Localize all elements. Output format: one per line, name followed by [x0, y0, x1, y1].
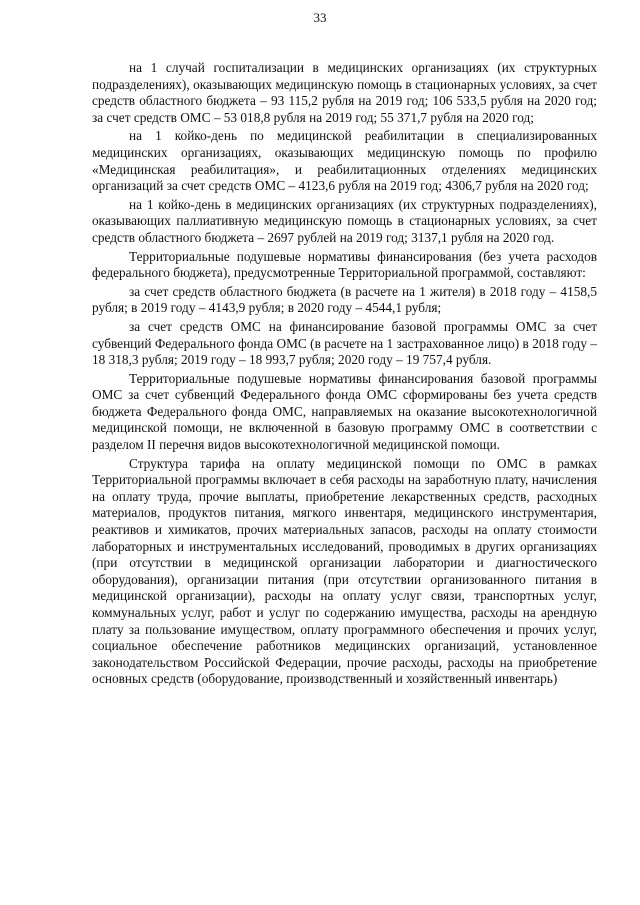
page-number: 33 [313, 10, 327, 25]
paragraph-oms-per-capita: за счет средств ОМС на финансирование базовой программы ОМС за счет субвенций Федерального фонда ОМС (в расчете на 1 застрахованное лицо) в 2018 году – 18 318,3 рубля; 2019 году – 18 993,7 рубля; 2020 году – 19 757,4 рубля. [92, 318, 597, 368]
document-body [92, 60, 597, 690]
paragraph-regional-budget-per-capita: за счет средств областного бюджета (в расчете на 1 жителя) в 2018 году – 4158,5 рубля; в 2019 году – 4143,9 рубля; в 2020 году – 4544,1 рубля; [92, 283, 597, 316]
paragraph-rehabilitation-norms: на 1 койко-день по медицинской реабилитации в специализированных медицинских организациях, оказывающих медицинскую помощь по профилю «Медицинская реабилитация», и реабилитационных отделениях медицинских организаций за счет средств ОМС – 4123,6 рубля на 2019 год; 4306,7 рубля на 2020 год; [92, 128, 597, 194]
paragraph-oms-formation: Территориальные подушевые нормативы финансирования базовой программы ОМС за счет субвенций Федерального фонда ОМС сформированы без учета средств бюджета Федерального фонда ОМС, направляемых на оказание высокотехнологичной медицинской помощи, не включенной в базовую программу ОМС в соответствии с разделом II перечня видов высокотехнологичной медицинской помощи. [92, 370, 597, 453]
paragraph-tariff-structure: Структура тарифа на оплату медицинской помощи по ОМС в рамках Территориальной программы включает в себя расходы на заработную плату, начисления на оплату труда, прочие выплаты, приобретение лекарственных средств, расходных материалов, продуктов питания, мягкого инвентаря, медицинского инструментария, реактивов и химикатов, прочих материальных запасов, расходы на оплату стоимости лабораторных и инструментальных исследований, проводимых в других организациях (при отсутствии в медицинской организации лаборатории и диагностического оборудования), организации питания (при отсутствии организованного питания в медицинской организации), расходы на оплату услуг связи, транспортных услуг, коммунальных услуг, работ и услуг по содержанию имущества, расходы на арендную плату за пользование имуществом, оплату программного обеспечения и прочих услуг, социальное обеспечение работников медицинских организаций, установленное законодательством Российской Федерации, прочие расходы, расходы на приобретение основных средств (оборудование, производственный и хозяйственный инвентарь) [92, 455, 597, 687]
paragraph-palliative-norms: на 1 койко-день в медицинских организациях (их структурных подразделениях), оказывающих паллиативную медицинскую помощь в стационарных условиях, за счет средств областного бюджета – 2697 рублей на 2019 год; 3137,1 рубля на 2020 год. [92, 196, 597, 245]
paragraph-per-capita-intro: Территориальные подушевые нормативы финансирования (без учета расходов федерального бюджета), предусмотренные Территориальной программой, составляют: [92, 248, 597, 281]
paragraph-hospitalization-norms: на 1 случай госпитализации в медицинских организациях (их структурных подразделениях), оказывающих медицинскую помощь в стационарных условиях, за счет средств областного бюджета – 93 115,2 рубля на 2019 год; 106 533,5 рубля на 2020 год; за счет средств ОМС – 53 018,8 рубля на 2019 год; 55 371,7 рубля на 2020 год; [92, 60, 597, 125]
